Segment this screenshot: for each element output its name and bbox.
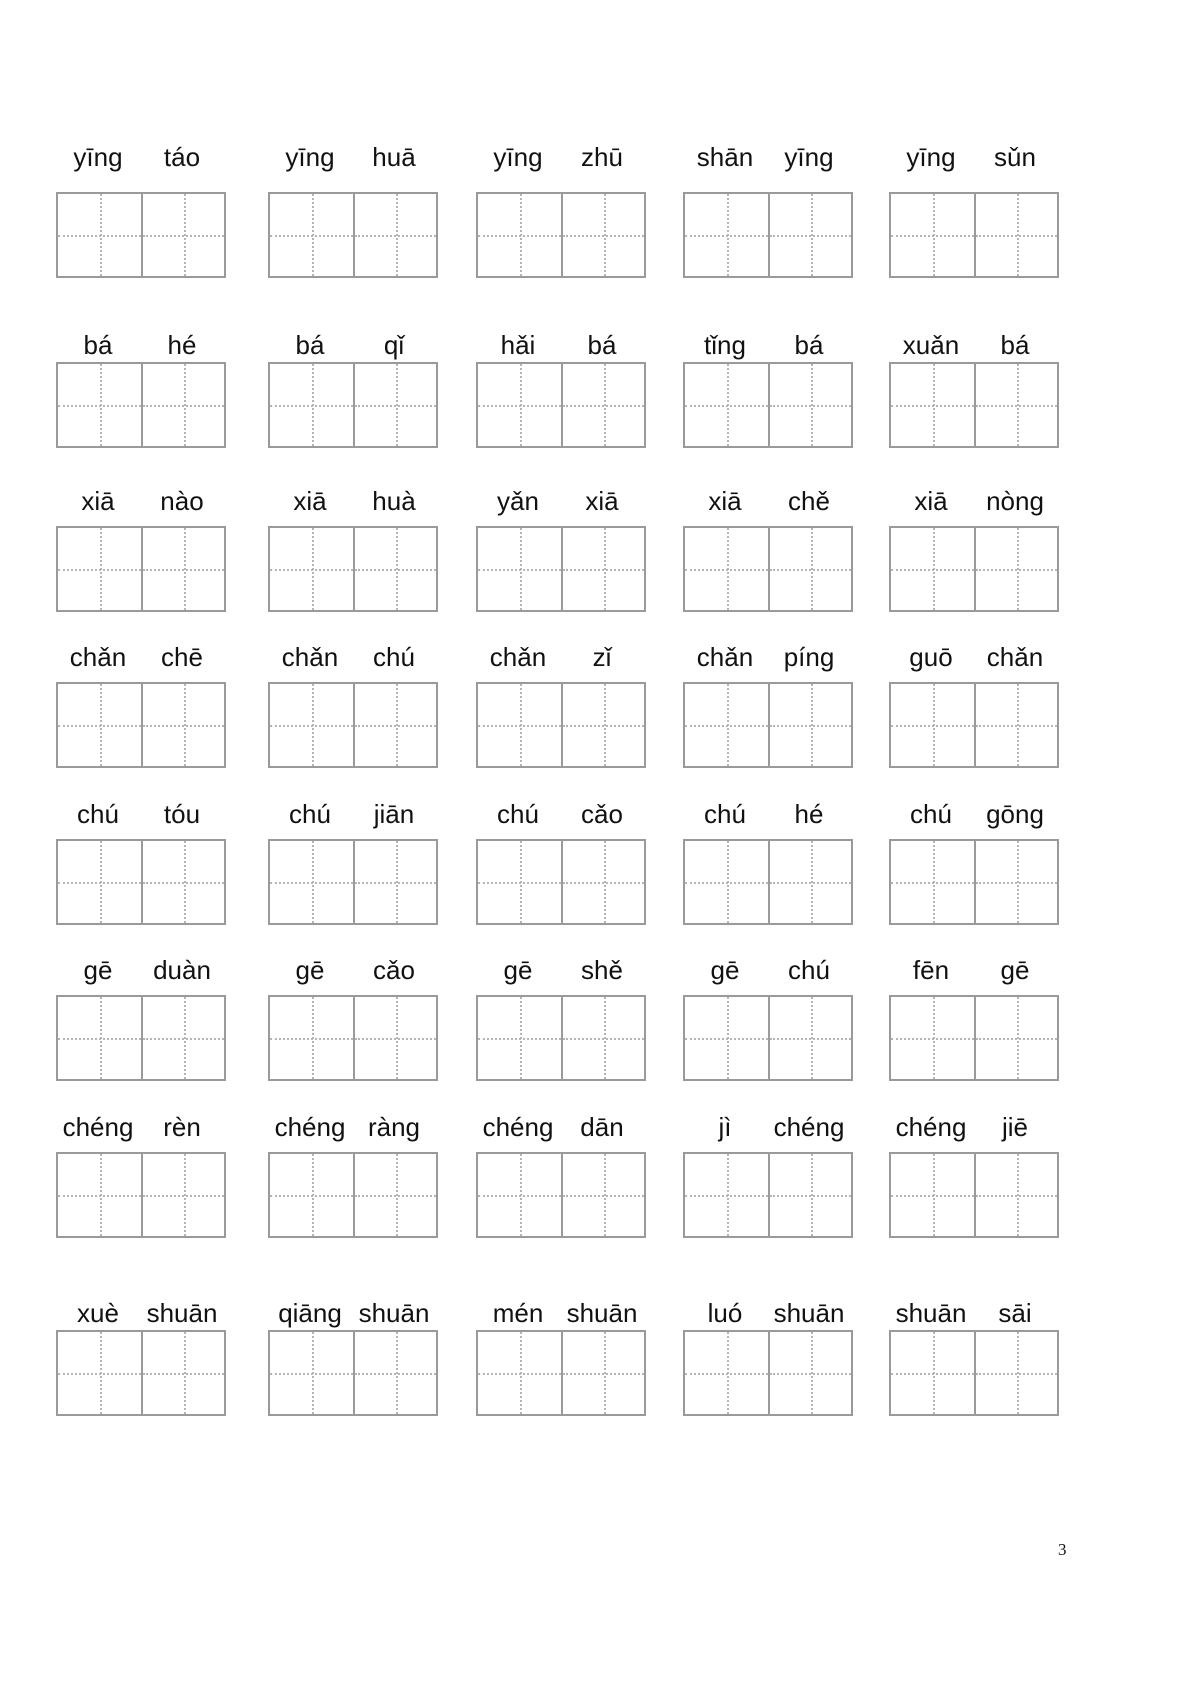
character-box[interactable]	[478, 1154, 561, 1236]
character-box[interactable]	[685, 997, 768, 1079]
character-box[interactable]	[141, 684, 224, 766]
character-box[interactable]	[353, 997, 436, 1079]
pinyin-syllable: jiē	[1001, 1112, 1028, 1142]
pinyin-label	[889, 140, 1057, 174]
character-box[interactable]	[685, 364, 768, 446]
writing-grid	[476, 682, 646, 768]
writing-grid	[268, 682, 438, 768]
pinyin-label	[268, 140, 436, 174]
character-box[interactable]	[974, 841, 1057, 923]
pinyin-label	[476, 484, 644, 518]
pinyin-syllable: chē	[161, 642, 203, 672]
pinyin-syllable: chú	[910, 799, 952, 829]
pinyin-label	[56, 640, 224, 674]
writing-grid	[56, 995, 226, 1081]
pinyin-syllable: yīng	[285, 142, 335, 172]
pinyin-syllable: chú	[788, 955, 830, 985]
character-box[interactable]	[270, 194, 353, 276]
pinyin-label	[683, 484, 851, 518]
character-box[interactable]	[685, 841, 768, 923]
character-box[interactable]	[270, 528, 353, 610]
character-box[interactable]	[58, 364, 141, 446]
pinyin-label	[56, 484, 224, 518]
pinyin-syllable: huà	[372, 486, 416, 516]
character-box[interactable]	[270, 364, 353, 446]
character-box[interactable]	[478, 684, 561, 766]
pinyin-syllable: chéng	[274, 1112, 346, 1142]
character-box[interactable]	[478, 1332, 561, 1414]
pinyin-syllable: rèn	[163, 1112, 201, 1142]
pinyin-syllable: shuān	[358, 1298, 430, 1328]
pinyin-syllable: chǎn	[696, 642, 754, 672]
writing-grid	[56, 1330, 226, 1416]
character-box[interactable]	[353, 1332, 436, 1414]
character-box[interactable]	[270, 997, 353, 1079]
character-box[interactable]	[561, 841, 644, 923]
pinyin-syllable: chéng	[773, 1112, 845, 1142]
writing-grid	[683, 1152, 853, 1238]
character-box[interactable]	[478, 364, 561, 446]
character-box[interactable]	[768, 997, 851, 1079]
pinyin-syllable: gōng	[986, 799, 1044, 829]
writing-grid	[889, 1330, 1059, 1416]
character-box[interactable]	[58, 684, 141, 766]
character-box[interactable]	[561, 528, 644, 610]
writing-grid	[268, 839, 438, 925]
pinyin-label	[56, 140, 224, 174]
character-box[interactable]	[685, 194, 768, 276]
character-box[interactable]	[974, 684, 1057, 766]
writing-grid	[56, 839, 226, 925]
writing-grid	[889, 839, 1059, 925]
character-box[interactable]	[270, 1154, 353, 1236]
character-box[interactable]	[478, 528, 561, 610]
character-box[interactable]	[141, 364, 224, 446]
pinyin-syllable: xiā	[914, 486, 948, 516]
writing-grid	[889, 362, 1059, 448]
character-box[interactable]	[974, 997, 1057, 1079]
character-box[interactable]	[891, 528, 974, 610]
pinyin-syllable: ràng	[367, 1112, 421, 1142]
writing-grid	[476, 362, 646, 448]
character-box[interactable]	[891, 997, 974, 1079]
pinyin-syllable: chǎn	[69, 642, 127, 672]
character-box[interactable]	[561, 194, 644, 276]
pinyin-syllable: jiān	[373, 799, 415, 829]
pinyin-syllable: bá	[83, 330, 113, 360]
pinyin-syllable: shuān	[895, 1298, 967, 1328]
character-box[interactable]	[768, 684, 851, 766]
character-box[interactable]	[478, 841, 561, 923]
character-box[interactable]	[478, 997, 561, 1079]
pinyin-label	[683, 797, 851, 831]
pinyin-syllable: chú	[77, 799, 119, 829]
character-box[interactable]	[141, 997, 224, 1079]
pinyin-syllable: píng	[783, 642, 835, 672]
character-box[interactable]	[270, 684, 353, 766]
pinyin-label	[268, 1110, 436, 1144]
pinyin-syllable: duàn	[153, 955, 211, 985]
pinyin-syllable: chǎn	[281, 642, 339, 672]
character-box[interactable]	[353, 1154, 436, 1236]
character-box[interactable]	[353, 194, 436, 276]
character-box[interactable]	[768, 364, 851, 446]
pinyin-syllable: fēn	[912, 955, 950, 985]
writing-grid	[476, 1330, 646, 1416]
character-box[interactable]	[58, 1154, 141, 1236]
character-box[interactable]	[768, 194, 851, 276]
pinyin-label	[268, 640, 436, 674]
character-box[interactable]	[58, 528, 141, 610]
pinyin-label	[476, 1110, 644, 1144]
character-box[interactable]	[141, 1154, 224, 1236]
pinyin-syllable: qiāng	[278, 1298, 342, 1328]
pinyin-label	[889, 328, 1057, 362]
pinyin-syllable: chǎn	[489, 642, 547, 672]
character-box[interactable]	[685, 684, 768, 766]
pinyin-label	[476, 953, 644, 987]
pinyin-label	[683, 1110, 851, 1144]
writing-grid	[889, 526, 1059, 612]
pinyin-syllable: xiā	[708, 486, 742, 516]
character-box[interactable]	[478, 194, 561, 276]
pinyin-label	[268, 1296, 436, 1330]
writing-grid	[476, 839, 646, 925]
character-box[interactable]	[58, 841, 141, 923]
pinyin-syllable: chéng	[62, 1112, 134, 1142]
pinyin-label	[889, 1110, 1057, 1144]
character-box[interactable]	[561, 997, 644, 1079]
pinyin-label	[889, 484, 1057, 518]
pinyin-syllable: luó	[707, 1298, 743, 1328]
writing-grid	[268, 526, 438, 612]
writing-grid	[56, 682, 226, 768]
writing-grid	[683, 362, 853, 448]
pinyin-syllable: shān	[696, 142, 754, 172]
character-box[interactable]	[141, 841, 224, 923]
pinyin-label	[268, 797, 436, 831]
pinyin-label	[683, 1296, 851, 1330]
character-box[interactable]	[891, 684, 974, 766]
writing-grid	[476, 1152, 646, 1238]
writing-grid	[56, 526, 226, 612]
pinyin-syllable: guō	[909, 642, 953, 672]
pinyin-syllable: bá	[1000, 330, 1030, 360]
writing-grid	[268, 1152, 438, 1238]
pinyin-syllable: shuān	[566, 1298, 638, 1328]
writing-grid	[889, 192, 1059, 278]
pinyin-syllable: chǎn	[986, 642, 1044, 672]
pinyin-syllable: yīng	[493, 142, 543, 172]
character-box[interactable]	[974, 364, 1057, 446]
pinyin-syllable: gē	[710, 955, 740, 985]
pinyin-syllable: gē	[295, 955, 325, 985]
character-box[interactable]	[974, 528, 1057, 610]
pinyin-label	[268, 484, 436, 518]
pinyin-label	[56, 1296, 224, 1330]
character-box[interactable]	[891, 841, 974, 923]
writing-grid	[268, 362, 438, 448]
pinyin-syllable: cǎo	[581, 799, 623, 829]
pinyin-label	[476, 640, 644, 674]
character-box[interactable]	[561, 1154, 644, 1236]
pinyin-label	[889, 1296, 1057, 1330]
pinyin-syllable: huā	[372, 142, 416, 172]
character-box[interactable]	[561, 684, 644, 766]
character-box[interactable]	[58, 1332, 141, 1414]
pinyin-syllable: bá	[794, 330, 824, 360]
pinyin-syllable: yǎn	[497, 486, 539, 516]
pinyin-label	[268, 953, 436, 987]
writing-grid	[683, 995, 853, 1081]
pinyin-syllable: shuān	[773, 1298, 845, 1328]
character-box[interactable]	[891, 1332, 974, 1414]
pinyin-syllable: chě	[788, 486, 830, 516]
pinyin-syllable: dān	[580, 1112, 624, 1142]
pinyin-syllable: xuǎn	[902, 330, 960, 360]
writing-grid	[476, 995, 646, 1081]
writing-grid	[476, 192, 646, 278]
pinyin-syllable: zǐ	[592, 642, 612, 672]
writing-grid	[683, 192, 853, 278]
writing-grid	[889, 1152, 1059, 1238]
pinyin-label	[889, 953, 1057, 987]
writing-grid	[889, 995, 1059, 1081]
pinyin-label	[476, 797, 644, 831]
pinyin-label	[889, 640, 1057, 674]
character-box[interactable]	[974, 1332, 1057, 1414]
character-box[interactable]	[685, 1154, 768, 1236]
character-box[interactable]	[685, 1332, 768, 1414]
character-box[interactable]	[141, 528, 224, 610]
pinyin-label	[476, 1296, 644, 1330]
pinyin-syllable: táo	[163, 142, 201, 172]
pinyin-syllable: cǎo	[373, 955, 415, 985]
pinyin-syllable: chú	[704, 799, 746, 829]
character-box[interactable]	[270, 841, 353, 923]
character-box[interactable]	[891, 194, 974, 276]
pinyin-syllable: shuān	[146, 1298, 218, 1328]
character-box[interactable]	[353, 364, 436, 446]
character-box[interactable]	[891, 364, 974, 446]
writing-grid	[268, 995, 438, 1081]
pinyin-syllable: yīng	[784, 142, 834, 172]
pinyin-label	[56, 328, 224, 362]
character-box[interactable]	[974, 194, 1057, 276]
pinyin-syllable: shě	[581, 955, 623, 985]
pinyin-label	[683, 140, 851, 174]
writing-grid	[56, 192, 226, 278]
character-box[interactable]	[141, 194, 224, 276]
pinyin-syllable: yīng	[906, 142, 956, 172]
pinyin-label	[683, 640, 851, 674]
pinyin-syllable: hǎi	[500, 330, 536, 360]
writing-grid	[56, 1152, 226, 1238]
pinyin-syllable: gē	[1000, 955, 1030, 985]
pinyin-syllable: mén	[492, 1298, 544, 1328]
pinyin-syllable: chéng	[895, 1112, 967, 1142]
pinyin-syllable: chéng	[482, 1112, 554, 1142]
pinyin-label	[683, 328, 851, 362]
pinyin-syllable: nào	[160, 486, 204, 516]
pinyin-syllable: tǐng	[704, 330, 746, 360]
writing-grid	[683, 526, 853, 612]
pinyin-label	[56, 797, 224, 831]
character-box[interactable]	[353, 684, 436, 766]
pinyin-syllable: nòng	[986, 486, 1044, 516]
character-box[interactable]	[768, 841, 851, 923]
pinyin-syllable: chú	[373, 642, 415, 672]
pinyin-syllable: qǐ	[383, 330, 405, 360]
pinyin-syllable: bá	[587, 330, 617, 360]
pinyin-syllable: jì	[718, 1112, 732, 1142]
pinyin-syllable: yīng	[73, 142, 123, 172]
character-box[interactable]	[561, 1332, 644, 1414]
character-box[interactable]	[270, 1332, 353, 1414]
pinyin-label	[268, 328, 436, 362]
writing-grid	[683, 1330, 853, 1416]
pinyin-syllable: tóu	[163, 799, 201, 829]
writing-grid	[268, 1330, 438, 1416]
page-number: 3	[1058, 1540, 1067, 1559]
character-box[interactable]	[58, 194, 141, 276]
writing-grid	[683, 839, 853, 925]
writing-grid	[889, 682, 1059, 768]
writing-grid	[683, 682, 853, 768]
pinyin-syllable: xiā	[81, 486, 115, 516]
pinyin-syllable: hé	[167, 330, 197, 360]
pinyin-syllable: sǔn	[994, 142, 1036, 172]
pinyin-syllable: hé	[794, 799, 824, 829]
pinyin-syllable: gē	[83, 955, 113, 985]
writing-grid	[268, 192, 438, 278]
pinyin-syllable: zhū	[581, 142, 623, 172]
writing-grid	[476, 526, 646, 612]
pinyin-syllable: sāi	[998, 1298, 1032, 1328]
pinyin-syllable: xuè	[77, 1298, 119, 1328]
character-box[interactable]	[141, 1332, 224, 1414]
pinyin-syllable: xiā	[585, 486, 619, 516]
pinyin-label	[683, 953, 851, 987]
character-box[interactable]	[768, 1332, 851, 1414]
character-box[interactable]	[974, 1154, 1057, 1236]
pinyin-syllable: gē	[503, 955, 533, 985]
character-box[interactable]	[685, 528, 768, 610]
character-box[interactable]	[891, 1154, 974, 1236]
pinyin-label	[56, 1110, 224, 1144]
character-box[interactable]	[353, 528, 436, 610]
pinyin-label	[476, 328, 644, 362]
pinyin-label	[56, 953, 224, 987]
pinyin-syllable: bá	[295, 330, 325, 360]
pinyin-label	[476, 140, 644, 174]
character-box[interactable]	[561, 364, 644, 446]
pinyin-label	[889, 797, 1057, 831]
pinyin-syllable: xiā	[293, 486, 327, 516]
character-box[interactable]	[58, 997, 141, 1079]
writing-grid	[56, 362, 226, 448]
character-box[interactable]	[768, 1154, 851, 1236]
pinyin-syllable: chú	[497, 799, 539, 829]
character-box[interactable]	[768, 528, 851, 610]
character-box[interactable]	[353, 841, 436, 923]
pinyin-syllable: chú	[289, 799, 331, 829]
